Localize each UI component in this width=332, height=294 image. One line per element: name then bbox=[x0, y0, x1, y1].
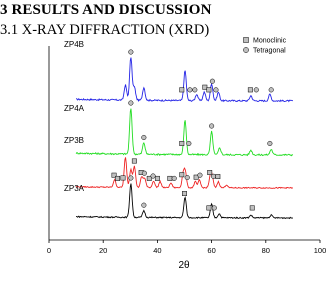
monoclinic-marker bbox=[207, 206, 211, 210]
tetragonal-marker bbox=[254, 88, 259, 93]
tetragonal-marker bbox=[129, 176, 134, 181]
tetragonal-marker bbox=[129, 50, 134, 55]
monoclinic-marker bbox=[168, 176, 172, 180]
tetragonal-marker bbox=[172, 176, 177, 181]
monoclinic-marker bbox=[182, 191, 186, 195]
x-tick-label: 40 bbox=[153, 246, 162, 255]
tetragonal-marker bbox=[151, 174, 156, 179]
series-zp4a bbox=[64, 101, 293, 156]
tetragonal-marker bbox=[185, 175, 190, 180]
monoclinic-marker bbox=[180, 173, 184, 177]
series-label: ZP4A bbox=[64, 104, 85, 113]
series-label: ZP3A bbox=[64, 184, 85, 193]
tetragonal-marker bbox=[129, 101, 134, 106]
x-tick-label: 100 bbox=[313, 246, 327, 255]
monoclinic-marker bbox=[207, 88, 211, 92]
series-zp3b bbox=[64, 136, 293, 188]
series-line bbox=[76, 184, 293, 219]
legend-monoclinic-marker bbox=[244, 38, 249, 43]
monoclinic-marker bbox=[208, 170, 212, 174]
tetragonal-marker bbox=[142, 203, 147, 208]
monoclinic-marker bbox=[121, 176, 125, 180]
x-tick-label: 60 bbox=[207, 246, 216, 255]
legend-label: Monoclinic bbox=[253, 37, 287, 45]
monoclinic-marker bbox=[180, 141, 184, 145]
plot-area bbox=[64, 37, 293, 218]
section-heading: 3 RESULTS AND DISCUSSION bbox=[0, 2, 212, 18]
tetragonal-marker bbox=[211, 174, 216, 179]
tetragonal-marker bbox=[192, 88, 197, 93]
tetragonal-marker bbox=[188, 88, 193, 93]
tetragonal-marker bbox=[209, 124, 214, 129]
series-label: ZP4B bbox=[64, 40, 85, 49]
series-zp3a bbox=[64, 176, 293, 219]
monoclinic-marker bbox=[132, 159, 136, 163]
monoclinic-marker bbox=[155, 176, 159, 180]
monoclinic-marker bbox=[248, 88, 252, 92]
tetragonal-marker bbox=[142, 135, 147, 140]
x-axis-label: 2θ bbox=[178, 260, 190, 271]
tetragonal-marker bbox=[269, 88, 274, 93]
tetragonal-marker bbox=[210, 79, 215, 84]
series-label: ZP3B bbox=[64, 136, 85, 145]
monoclinic-marker bbox=[115, 176, 119, 180]
monoclinic-marker bbox=[216, 174, 220, 178]
subsection-heading: 3.1 X-RAY DIFFRACTION (XRD) bbox=[0, 22, 210, 38]
tetragonal-marker bbox=[198, 173, 203, 178]
tetragonal-marker bbox=[212, 206, 217, 211]
legend-label: Tetragonal bbox=[253, 47, 286, 55]
series-line bbox=[76, 58, 293, 102]
legend-tetragonal-marker bbox=[243, 47, 248, 52]
series-line bbox=[76, 157, 293, 188]
monoclinic-marker bbox=[250, 206, 254, 210]
tetragonal-marker bbox=[214, 88, 219, 93]
x-tick-label: 0 bbox=[46, 246, 52, 255]
x-tick-label: 20 bbox=[99, 246, 108, 255]
tetragonal-marker bbox=[142, 171, 147, 176]
series-line bbox=[76, 109, 293, 156]
monoclinic-marker bbox=[180, 88, 184, 92]
tetragonal-marker bbox=[268, 141, 273, 146]
x-tick-label: 80 bbox=[261, 246, 270, 255]
monoclinic-marker bbox=[203, 85, 207, 89]
x-ticks bbox=[47, 240, 326, 255]
tetragonal-marker bbox=[187, 141, 192, 146]
chart-legend bbox=[243, 38, 286, 55]
